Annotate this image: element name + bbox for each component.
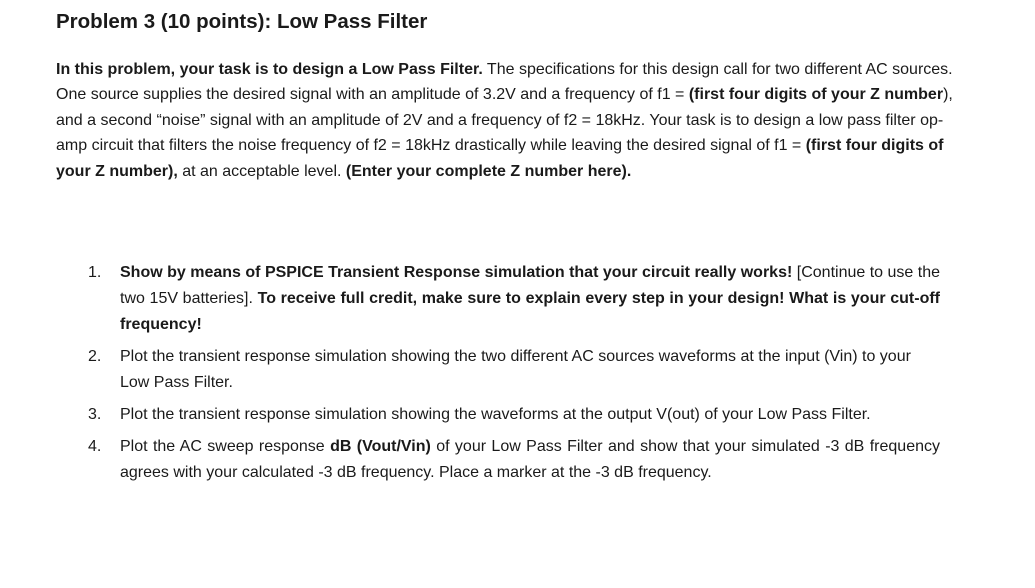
problem-intro	[56, 57, 956, 184]
task-number: 2.	[88, 348, 102, 365]
task-1-text: [Continue to use the two 15V batteries].	[120, 264, 941, 307]
intro-acceptable-text: at an acceptable level.	[177, 162, 346, 180]
intro-znumber-note: (Enter your complete Z number here).	[345, 162, 632, 180]
problem-title: Problem 3 (10 points): Low Pass Filter	[56, 10, 428, 33]
task-item-4	[56, 434, 940, 486]
task-3-text: Plot the transient response simulation showing the waveforms at the output V(out) of your Low Pass Filter.	[120, 406, 871, 423]
task-number: 4.	[88, 438, 102, 455]
task-item-1	[56, 260, 940, 338]
intro-f1-note: (first four digits of your Z number	[688, 86, 944, 104]
task-2-text: Plot the transient response simulation showing the two different AC sources waveforms at the input (Vin) to your Low Pass Filter.	[120, 348, 911, 391]
intro-noise-text: ), and a second “noise” signal with an amplitude of 2V and a frequency of f2 = 18kHz. Your task is to design a low pass filter op-amp circuit that filters the noise frequency of f2 = 18kHz drastically while leaving the desired signal of f1 =	[56, 86, 953, 155]
task-4-text: Plot the AC sweep response	[120, 438, 331, 455]
intro-spec-text: The specifications for this design call for two different AC sources. One source supplies the desired signal with an amplitude of 3.2V and a frequency of f1 =	[56, 61, 953, 104]
task-4-bold: dB (Vout/Vin)	[330, 438, 431, 455]
task-number: 3.	[88, 406, 102, 423]
task-4-text-tail: of your Low Pass Filter and show that your simulated -3 dB frequency agrees with your calculated -3 dB frequency. Place a marker at the -3 dB frequency.	[120, 438, 940, 481]
task-1-bold-lead: Show by means of PSPICE Transient Response simulation that your circuit really works!	[120, 264, 793, 281]
intro-lead: In this problem, your task is to design a Low Pass Filter.	[56, 61, 483, 78]
task-1-bold-tail: To receive full credit, make sure to explain every step in your design! What is your cut-off frequency!	[120, 290, 941, 333]
task-item-2	[56, 344, 940, 396]
intro-f1-note-2: (first four digits of your Z number),	[56, 137, 944, 180]
task-number: 1.	[88, 264, 102, 281]
task-list	[56, 260, 940, 492]
task-item-3	[56, 402, 940, 428]
